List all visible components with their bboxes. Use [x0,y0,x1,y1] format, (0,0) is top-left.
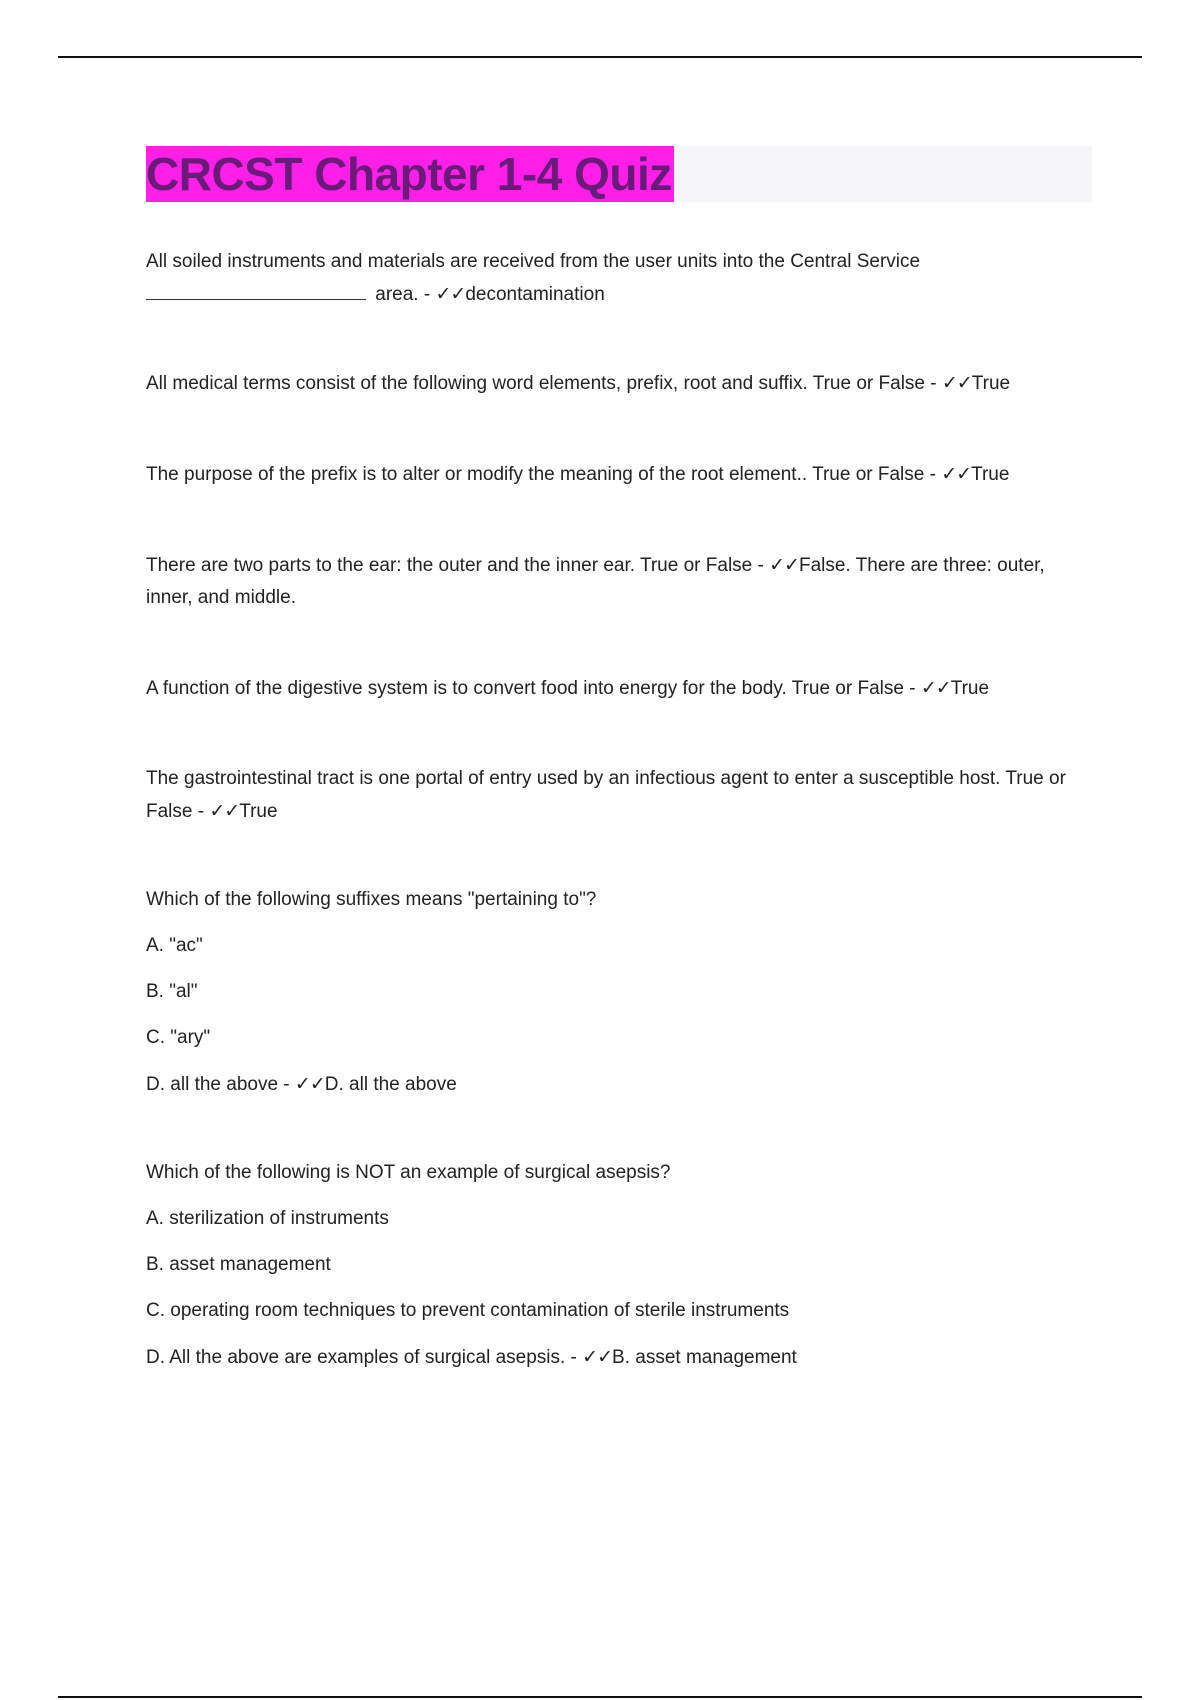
question-text: A function of the digestive system is to convert food into energy for the body. True or False [146,678,904,699]
question-text: The gastrointestinal tract is one portal of entry used by an infectious agent to enter a susceptible host. True or False [146,768,1066,822]
quiz-item-5 [146,672,1092,705]
answer-separator: - [418,284,436,305]
answer-option: B. "al" [146,981,198,1002]
quiz-item-6 [146,763,1092,828]
double-check-icon: ✓✓ [769,554,799,576]
answer-separator: - [278,1074,295,1095]
answer-option-with-answer [146,1068,1092,1101]
answer-option: C. "ary" [146,1027,211,1048]
answer-separator: - [924,373,942,394]
double-check-icon: ✓✓ [920,677,951,699]
footer-rule [58,1696,1142,1698]
quiz-content [146,246,1092,1374]
question-text: area. [375,284,419,305]
answer-text: True [971,464,1010,485]
question-text: Which of the following suffixes means "pertaining to"? [146,889,597,910]
quiz-item-7 [146,884,1092,1101]
double-check-icon: ✓✓ [941,372,972,394]
quiz-item-1 [146,246,1092,311]
answer-separator: - [752,555,770,576]
question-text: All soiled instruments and materials are received from the user units into the Central Service [146,251,921,272]
question-text: All medical terms consist of the following word elements, prefix, root and suffix. True or False [146,373,925,394]
answer-text: True [971,373,1011,394]
double-check-icon: ✓✓ [209,800,240,822]
answer-text: decontamination [465,284,605,305]
answer-option: B. asset management [146,1254,331,1275]
answer-separator: - [192,801,210,822]
double-check-icon: ✓✓ [941,463,972,485]
double-check-icon: ✓✓ [435,283,466,305]
answer-option: A. sterilization of instruments [146,1208,389,1229]
answer-text: D. all the above [324,1074,457,1095]
answer-option-with-answer [146,1341,1092,1374]
answer-option: D. all the above [146,1074,279,1095]
answer-text: B. asset management [612,1347,797,1368]
question-text: There are two parts to the ear: the outer and the inner ear. True or False [146,555,753,576]
answer-text: True [950,678,990,699]
quiz-item-2 [146,367,1092,400]
quiz-item-8 [146,1157,1092,1374]
answer-separator: - [924,464,942,485]
quiz-item-3 [146,458,1092,491]
question-text: Which of the following is NOT an example of surgical asepsis? [146,1162,671,1183]
answer-option: D. All the above are examples of surgical asepsis. [146,1347,566,1368]
document-title: CRCST Chapter 1-4 Quiz [146,148,672,200]
quiz-item-4 [146,549,1092,614]
answer-text: True [239,801,278,822]
question-text: The purpose of the prefix is to alter or modify the meaning of the root element.. True or False [146,464,925,485]
fill-in-blank-line [146,279,366,300]
answer-separator: - [565,1347,583,1368]
answer-option: C. operating room techniques to prevent contamination of sterile instruments [146,1300,790,1321]
answer-option: A. "ac" [146,935,203,956]
answer-text: False. There are three: outer, inner, and middle. [146,555,1045,608]
answer-separator: - [903,678,921,699]
double-check-icon: ✓✓ [582,1346,613,1368]
double-check-icon: ✓✓ [294,1073,325,1095]
header-rule [58,56,1142,58]
